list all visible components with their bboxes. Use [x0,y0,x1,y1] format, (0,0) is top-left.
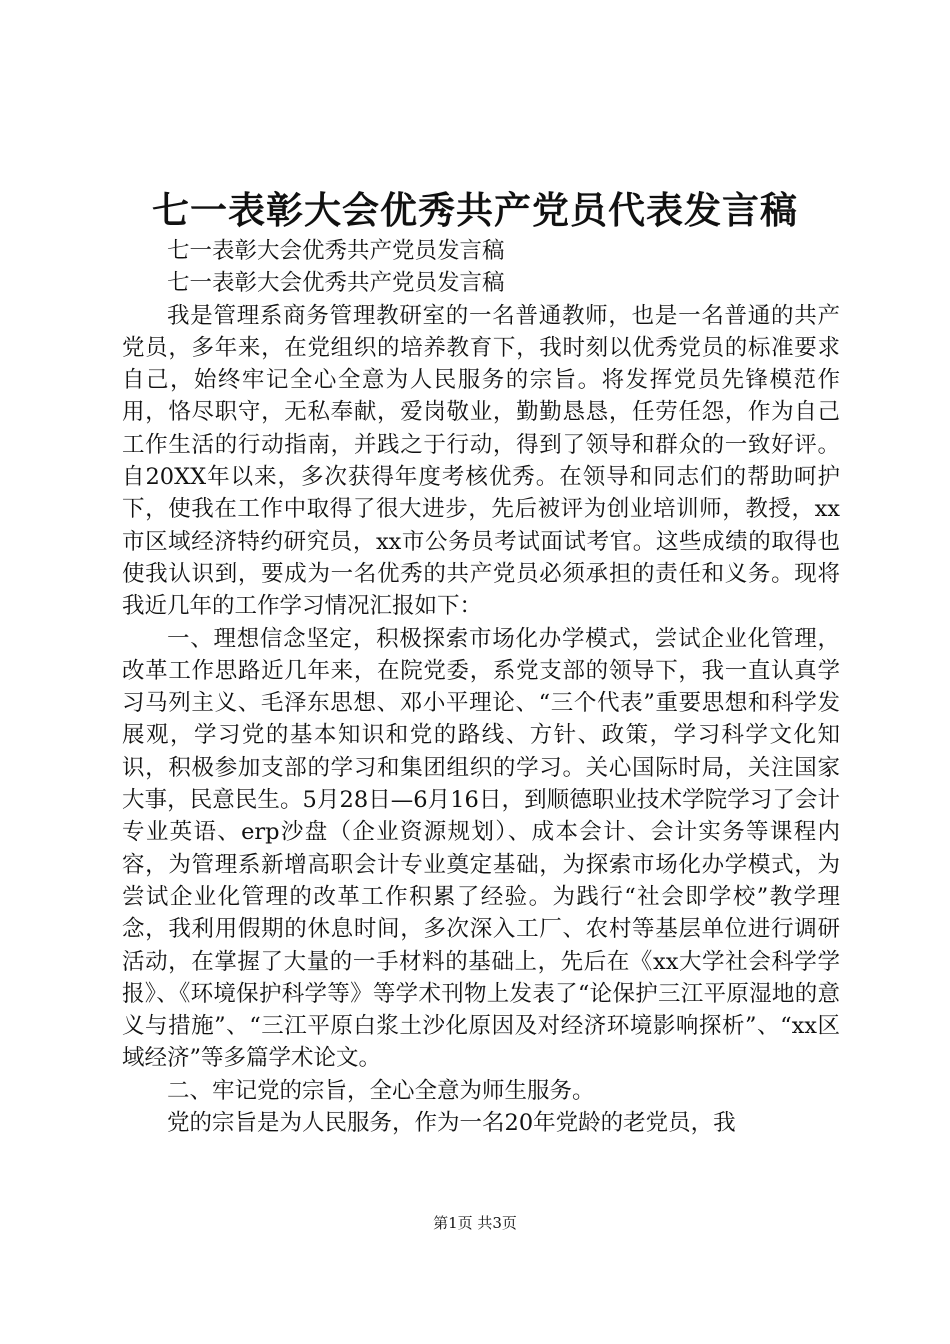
body-paragraph: 党的宗旨是为人民服务，作为一名20年党龄的老党员，我 [167,1110,736,1137]
page-footer: 第1页 共3页 [433,1214,517,1232]
document-body [122,235,840,1139]
document-title: 七一表彰大会优秀共产党员代表发言稿 [152,188,798,232]
section-heading: 二、牢记党的宗旨，全心全意为师生服务。 [167,1077,595,1104]
subtitle-line: 七一表彰大会优秀共产党员发言稿 [167,238,505,264]
body-paragraph: 一、理想信念坚定，积极探索市场化办学模式，尝试企业化管理，改革工作思路近几年来，在院党委，系党支部的领导下，我一直认真学习马列主义、毛泽东思想、邓小平理论、“三个代表”重要思想和科学发展观，学习党的基本知识和党的路线、方针、政策，学习科学文化知识，积极参加支部的学习和集团组织的学习。关心国际时局，关注国家大事，民意民生。5月28日—6月16日，到顺德职业技术学院学习了会计专业英语、erp沙盘（企业资源规划）、成本会计、会计实务等课程内容，为管理系新增高职会计专业奠定基础，为探索市场化办学模式，为尝试企业化管理的改革工作积累了经验。为践行“社会即学校”教学理念，我利用假期的休息时间，多次深入工厂、农村等基层单位进行调研活动，在掌握了大量的一手材料的基础上，先后在《xx大学社会科学学报》、《环境保护科学等》等学术刊物上发表了“论保护三江平原湿地的意义与措施”、“三江平原白浆土沙化原因及对经济环境影响探析”、“xx区域经济”等多篇学术论文。 [122,625,840,1072]
body-paragraph: 我是管理系商务管理教研室的一名普通教师，也是一名普通的共产党员，多年来，在党组织的培养教育下，我时刻以优秀党员的标准要求自己，始终牢记全心全意为人民服务的宗旨。将发挥党员先锋模范作用，恪尽职守，无私奉献，爱岗敬业，勤勤恳恳，任劳任怨，作为自己工作生活的行动指南，并践之于行动，得到了领导和群众的一致好评。自20XX年以来，多次获得年度考核优秀。在领导和同志们的帮助呵护下，使我在工作中取得了很大进步，先后被评为创业培训师，教授，xx市区域经济特约研究员，xx市公务员考试面试考官。这些成绩的取得也使我认识到，要成为一名优秀的共产党员必须承担的责任和义务。现将我近几年的工作学习情况汇报如下： [122,302,840,620]
subtitle-line: 七一表彰大会优秀共产党员发言稿 [167,270,505,297]
